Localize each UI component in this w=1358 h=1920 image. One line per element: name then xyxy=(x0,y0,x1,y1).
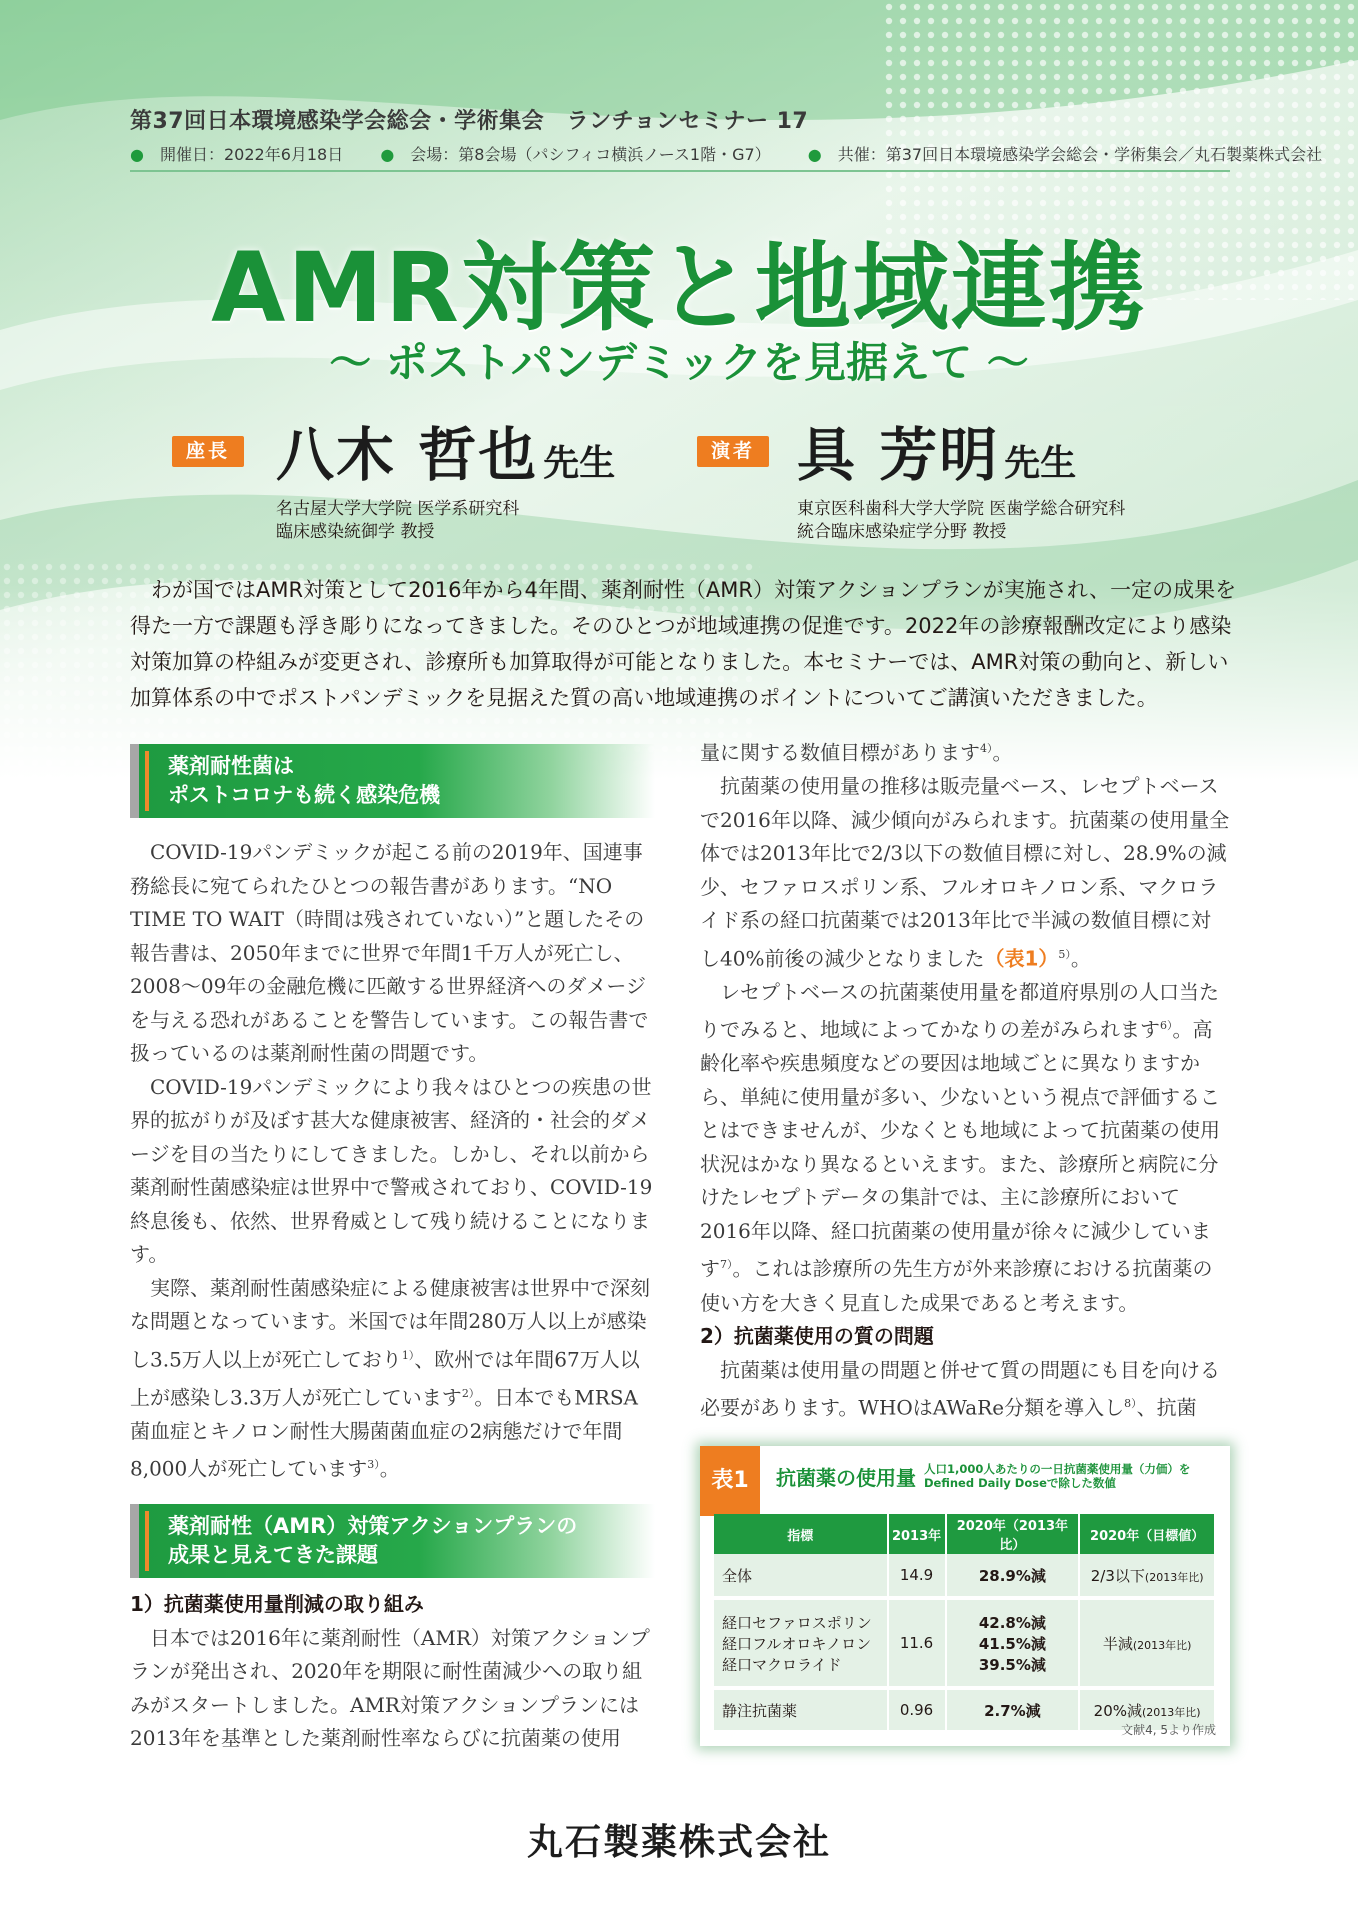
lead-paragraph: わが国ではAMR対策として2016年から4年間、薬剤耐性（AMR）対策アクションプランが実施され、一定の成果を得た一方で課題も浮き彫りになってきました。そのひとつが地域連携の促進です。2022年の診療報酬改定により感染対策加算の枠組みが変更され、診療所も加算取得が可能となりました。本セミナーでは、AMR対策の動向と、新しい加算体系の中でポストパンデミックを見据えた質の高い地域連携のポイントについてご講演いただきました。 xyxy=(130,578,1237,710)
body-text: レセプトベースの抗菌薬使用量を都道府県別の人口当たりでみると、地域によってかなりの差がみられます xyxy=(700,979,1219,1042)
header-divider xyxy=(130,170,1230,172)
drug-class-label: 経口フルオロキノロン xyxy=(722,1634,872,1653)
table-header-cell: 指標 xyxy=(714,1514,888,1554)
reference-mark: 3） xyxy=(367,1458,380,1472)
bullet-icon: ● xyxy=(130,145,144,164)
table-row xyxy=(714,1598,1215,1688)
section-heading-line: 薬剤耐性菌は xyxy=(168,754,294,778)
main-title: AMR対策と地域連携 xyxy=(211,232,1147,344)
reference-mark: 1） xyxy=(401,1348,415,1362)
event-sponsor: 共催：第37回日本環境感染学会総会・学術集会／丸石製薬株式会社 xyxy=(837,145,1323,164)
reference-mark: 6） xyxy=(1160,1019,1173,1033)
body-text: 。 xyxy=(379,1456,400,1481)
section-heading-line: ポストコロナも続く感染危機 xyxy=(168,783,441,807)
table-source: 文献4, 5より作成 xyxy=(1121,1723,1216,1737)
target-note: (2013年比) xyxy=(1142,1705,1201,1719)
table-header-cell: 2020年（2013年比） xyxy=(946,1514,1080,1554)
body-paragraph xyxy=(700,732,1230,770)
speaker-affiliation xyxy=(797,498,1125,544)
section-heading-1 xyxy=(130,744,655,818)
table-cell: 全体 xyxy=(714,1554,888,1598)
chair-affiliation-line: 臨床感染統御学 教授 xyxy=(276,522,435,542)
speaker-honorific: 先生 xyxy=(1004,443,1077,484)
table-reference: （表1） xyxy=(984,946,1059,971)
left-column-body-2 xyxy=(130,1588,655,1756)
table-cell xyxy=(1079,1598,1215,1688)
company-logo-text: 丸石製薬株式会社 xyxy=(526,1822,831,1863)
section-heading-line: 成果と見えてきた課題 xyxy=(168,1543,378,1567)
speaker-name: 具 芳明 xyxy=(797,421,1000,489)
body-paragraph xyxy=(700,770,1230,976)
body-text: 。日本でもMRSA菌血症とキノロン耐性大腸菌菌血症の2病態だけで年間8,000人が死亡しています xyxy=(130,1385,638,1481)
reference-mark: 4） xyxy=(980,742,993,755)
table-header-cell: 2020年（目標値） xyxy=(1079,1514,1215,1554)
table-1 xyxy=(700,1446,1230,1746)
body-text: 抗菌薬は使用量の問題と併せて質の問題にも目を向ける必要があります。WHOはAWaRe分類を導入し xyxy=(700,1357,1220,1420)
table-tag: 表1 xyxy=(700,1446,760,1516)
table-cell: 11.6 xyxy=(888,1598,946,1688)
reference-mark: 2） xyxy=(461,1386,475,1400)
table-cell: 2.7%減 xyxy=(946,1688,1080,1732)
table-cell: 28.9%減 xyxy=(946,1554,1080,1598)
reference-mark: 5） xyxy=(1058,947,1071,961)
table-cell xyxy=(946,1598,1080,1688)
table-cell xyxy=(714,1598,888,1688)
reference-mark: 8） xyxy=(1124,1397,1137,1411)
chair-affiliation xyxy=(276,498,519,544)
left-column-body-1 xyxy=(130,836,655,1486)
table-header-row xyxy=(714,1514,1215,1554)
table-title: 抗菌薬の使用量 xyxy=(776,1466,916,1490)
body-text: 量に関する数値目標があります xyxy=(700,740,980,765)
body-paragraph xyxy=(700,1354,1230,1426)
table-cell: 14.9 xyxy=(888,1554,946,1598)
reduction-value: 41.5%減 xyxy=(978,1634,1046,1653)
speaker-name-block xyxy=(797,408,1076,492)
body-paragraph: 日本では2016年に薬剤耐性（AMR）対策アクションプランが発出され、2020年を期限に耐性菌減少への取り組みがスタートしました。AMR対策アクションプランには2013年を基準とした薬剤耐性率ならびに抗菌薬の使用 xyxy=(130,1625,650,1750)
table-note-line: Defined Daily Doseで除した数値 xyxy=(924,1476,1116,1490)
event-venue: 会場：第8会場（パシフィコ横浜ノース1階・G7） xyxy=(410,145,771,164)
body-text: 抗菌薬の使用量の推移は販売量ベース、レセプトベースで2016年以降、減少傾向がみられます。抗菌薬の使用量全体では2013年比で2/3以下の数値目標に対し、28.9%の減少、セファロスポリン系、フルオロキノロン系、マクロライド系の経口抗菌薬では2013年比で半減の数値目標に対し40%前後の減少となりました xyxy=(700,774,1230,971)
bullet-icon: ● xyxy=(380,145,395,164)
speaker-affiliation-line: 東京医科歯科大学大学院 医歯学総合研究科 xyxy=(797,499,1126,519)
bullet-icon: ● xyxy=(807,145,822,164)
main-subtitle: ～ ポストパンデミックを見据えて ～ xyxy=(329,338,1029,387)
antibiotic-usage-table xyxy=(714,1514,1216,1734)
target-note: (2013年比) xyxy=(1132,1638,1192,1652)
section-heading-2 xyxy=(130,1504,655,1578)
table-row xyxy=(714,1554,1215,1598)
chair-honorific: 先生 xyxy=(543,443,616,484)
reduction-value: 42.8%減 xyxy=(978,1613,1046,1632)
body-paragraph xyxy=(700,976,1230,1320)
chair-name-block xyxy=(276,408,615,492)
body-text: 実際、薬剤耐性菌感染症による健康被害は世界中で深刻な問題となっています。米国では年間280万人以上が感染し3.5万人以上が死亡しており xyxy=(130,1275,650,1372)
section-heading-line: 薬剤耐性（AMR）対策アクションプランの xyxy=(168,1514,578,1538)
event-info xyxy=(130,142,1354,165)
event-date: 開催日：2022年6月18日 xyxy=(159,145,344,164)
body-text: 。高齢化率や疾患頻度などの要因は地域ごとに異なりますから、単純に使用量が多い、少ないという視点で評価することはできませんが、少なくとも地域によって抗菌薬の使用状況はかなり異なるといえます。また、診療所と病院に分けたレセプトデータの集計では、主に診療所において2016年以降、経口抗菌薬の使用量が徐々に減少しています xyxy=(700,1017,1220,1282)
target-value: 半減 xyxy=(1102,1634,1133,1653)
right-column-body xyxy=(700,732,1230,1425)
target-value: 20%減 xyxy=(1093,1701,1143,1720)
table-cell xyxy=(1079,1554,1215,1598)
body-text: 、抗菌 xyxy=(1136,1395,1197,1420)
table-cell: 静注抗菌薬 xyxy=(714,1688,888,1732)
speaker-role-label: 演者 xyxy=(697,436,769,467)
table-cell: 0.96 xyxy=(888,1688,946,1732)
drug-class-label: 経口セファロスポリン xyxy=(722,1613,872,1632)
body-paragraph: COVID-19パンデミックにより我々はひとつの疾患の世界的拡がりが及ぼす甚大な健康被害、経済的・社会的ダメージを目の当たりにしてきました。しかし、それ以前から薬剤耐性菌感染症は世界中で警戒されており、COVID-19終息後も、依然、世界脅威として残り続けることになります。 xyxy=(130,1074,653,1266)
body-paragraph: COVID-19パンデミックが起こる前の2019年、国連事務総長に宛てられたひとつの報告書があります。“NO TIME TO WAIT（時間は残されていない）”と題したその報告書は、2050年までに世界で年間1千万人が死亡し、2008～09年の金融危機に匹敵する世界経済へのダメージを与える恐れがあることを警告しています。この報告書で扱っているのは薬剤耐性菌の問題です。 xyxy=(130,840,649,1065)
table-note xyxy=(924,1462,1190,1490)
body-text: 。 xyxy=(992,740,1013,765)
chair-name: 八木 哲也 xyxy=(276,421,539,489)
subheading: 1）抗菌薬使用量削減の取り組み xyxy=(130,1592,424,1616)
reference-mark: 7） xyxy=(720,1258,733,1272)
reduction-value: 39.5%減 xyxy=(978,1655,1046,1674)
body-paragraph xyxy=(130,1272,655,1487)
chair-role-badge xyxy=(172,436,244,463)
chair-affiliation-line: 名古屋大学大学院 医学系研究科 xyxy=(276,499,520,519)
chair-role-label: 座長 xyxy=(172,436,244,467)
speaker-affiliation-line: 統合臨床感染症学分野 教授 xyxy=(797,522,1007,542)
subheading: 2）抗菌薬使用の質の問題 xyxy=(700,1324,934,1349)
body-text: 。これは診療所の先生方が外来診療における抗菌薬の使い方を大きく見直した成果であると考えます。 xyxy=(700,1257,1213,1315)
table-header-cell: 2013年 xyxy=(888,1514,946,1554)
target-value: 2/3以下 xyxy=(1090,1566,1145,1585)
body-text: 、欧州では年間67万人以上が感染し3.3万人が死亡しています xyxy=(130,1347,640,1410)
target-note: (2013年比) xyxy=(1144,1570,1204,1584)
drug-class-label: 経口マクロライド xyxy=(722,1655,842,1674)
speaker-role-badge xyxy=(697,436,769,463)
table-note-line: 人口1,000人あたりの一日抗菌薬使用量（力価）を xyxy=(924,1462,1191,1476)
body-text: 。 xyxy=(1070,946,1091,971)
event-title: 第37回日本環境感染学会総会・学術集会 ランチョンセミナー 17 xyxy=(130,109,809,134)
